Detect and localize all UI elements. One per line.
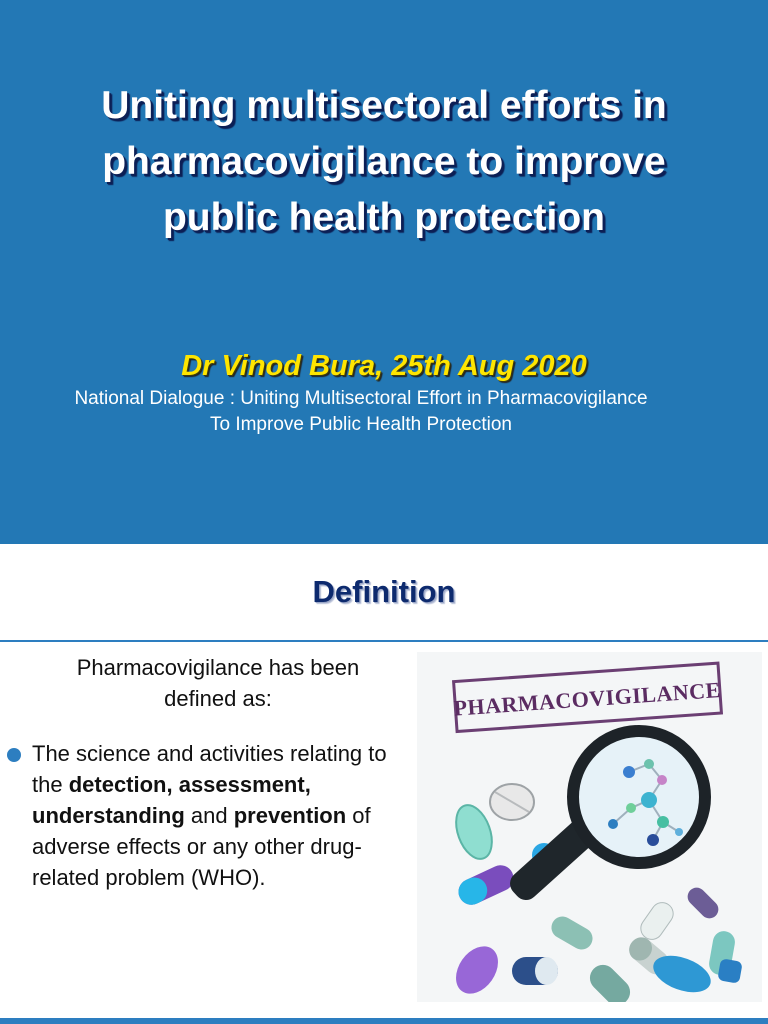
- bottom-divider: [0, 1018, 768, 1024]
- magnifying-glass-icon: [505, 731, 705, 905]
- bullet-text-2: and: [184, 803, 234, 828]
- heading-divider: [0, 640, 768, 642]
- presentation-title: Uniting multisectoral efforts in pharmacovigilance to improve public health protection: [101, 84, 667, 239]
- slide-heading: Definition: [312, 574, 456, 609]
- bullet-bold-1: detection, assessment, understanding: [32, 772, 311, 828]
- stamp-text: PHARMACOVIGILANCE: [452, 677, 722, 721]
- author-date: Dr Vinod Bura, 25th Aug 2020: [181, 350, 587, 382]
- intro-text: Pharmacovigilance has been defined as:: [76, 655, 360, 711]
- definition-slide: [0, 544, 768, 1024]
- bullet-bold-2: prevention: [233, 803, 347, 828]
- bullet-text-3: of adverse effects or any other drug-related problem (WHO).: [32, 803, 371, 890]
- bullet-text-1: The science and activities relating to the: [32, 741, 387, 797]
- event-subtitle: National Dialogue : Uniting Multisectoral Effort in Pharmacovigilance To Improve Public Health Protection: [74, 388, 648, 435]
- pharmacovigilance-stamp: [452, 663, 722, 732]
- bullet-icon: [7, 748, 21, 762]
- definition-bullet: [32, 738, 417, 893]
- illustration-svg: [417, 652, 762, 1002]
- pharmacovigilance-illustration: [417, 652, 762, 1002]
